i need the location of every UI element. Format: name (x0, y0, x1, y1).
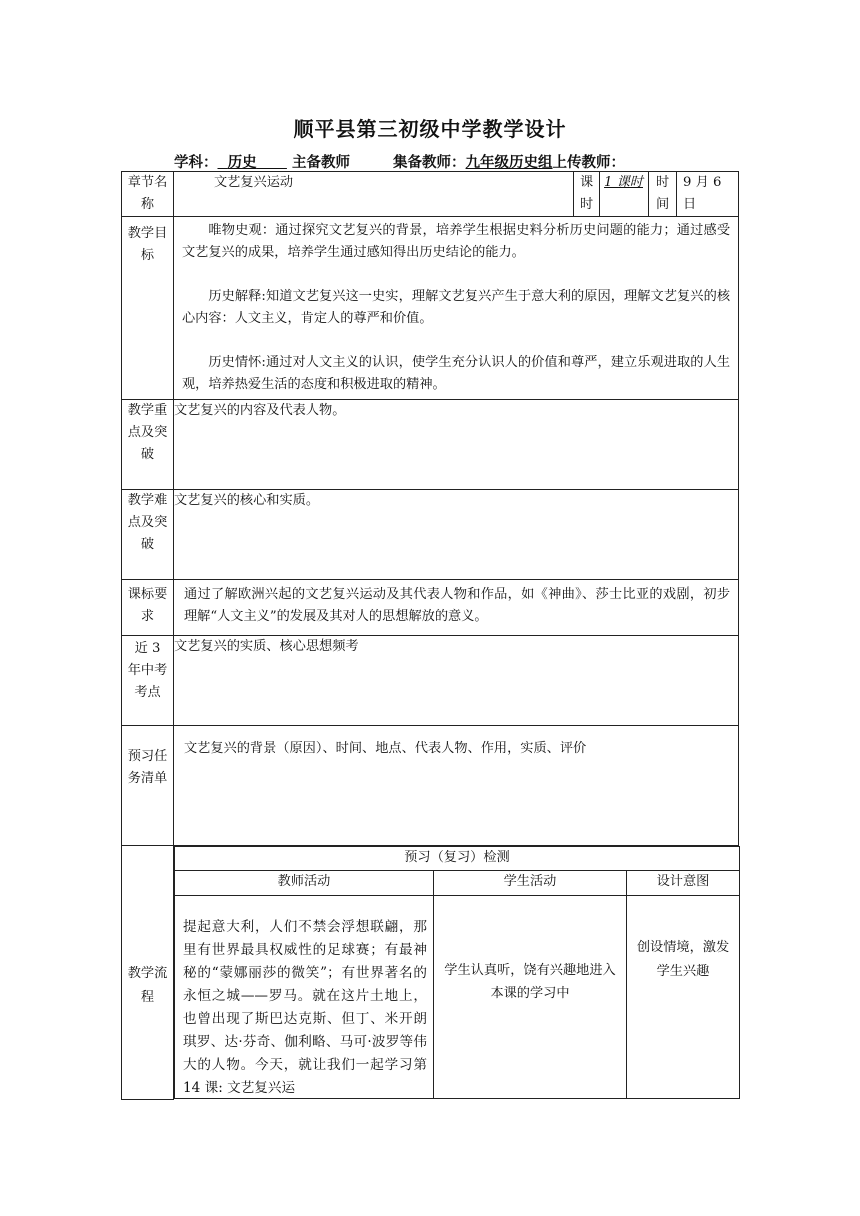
exam-label: 近 3 年中考考点 (122, 636, 174, 726)
lead-teacher-label: 主备教师 (291, 155, 350, 171)
focus-row (122, 400, 739, 490)
exam-row (122, 636, 739, 726)
upload-teacher-blank (625, 157, 665, 172)
process-row (122, 846, 739, 1100)
subject-value: 历史 (227, 155, 257, 171)
goal-paragraph-3: 历史情怀:通过对人文主义的认识，使学生充分认识人的价值和尊严，建立乐观进取的人生观，培养热爱生活的态度和积极进取的精神。 (182, 355, 731, 392)
teacher-activity-header: 教师活动 (175, 871, 434, 896)
goal-paragraph-1: 唯物史观：通过探究文艺复兴的背景，培养学生根据史料分析历史问题的能力；通过感受文艺复兴的成果，培养学生通过感知得出历史结论的能力。 (182, 223, 731, 260)
process-content (174, 846, 739, 1100)
standard-label: 课标要求 (122, 580, 174, 636)
period-label: 课时 (574, 172, 600, 217)
process-inner-table (174, 846, 740, 1099)
focus-label: 教学重点及突破 (122, 400, 174, 490)
difficulty-value: 文艺复兴的核心和实质。 (174, 490, 739, 580)
chapter-row (122, 172, 739, 217)
period-value: 1 课时 (600, 172, 649, 217)
goals-label: 教学目标 (122, 217, 174, 400)
lesson-plan-table (121, 171, 739, 1100)
exam-value: 文艺复兴的实质、核心思想频考 (174, 636, 739, 726)
preview-value: 文艺复兴的背景（原因）、时间、地点、代表人物、作用，实质、评价 (174, 726, 739, 846)
process-label: 教学流程 (122, 846, 174, 1100)
standard-value: 通过了解欧洲兴起的文艺复兴运动及其代表人物和作品，如《神曲》、莎士比亚的戏剧，初步理解“人文主义”的发展及其对人的思想解放的意义。 (174, 580, 739, 636)
process-section-title: 预习（复习）检测 (175, 847, 740, 871)
student-activity-text: 学生认真听，饶有兴趣地进入本课的学习中 (434, 896, 627, 1099)
design-intent-text: 创设情境，激发学生兴趣 (627, 896, 740, 1099)
group-value: 九年级历史组 (465, 155, 553, 171)
goals-row (122, 217, 739, 400)
preview-label: 预习任务清单 (122, 726, 174, 846)
chapter-label: 章节名称 (122, 172, 174, 217)
student-activity-header: 学生活动 (434, 871, 627, 896)
time-label: 时间 (649, 172, 677, 217)
goals-content (174, 217, 739, 400)
difficulty-label: 教学难点及突破 (122, 490, 174, 580)
standard-row (122, 580, 739, 636)
group-label: 集备教师： (393, 155, 466, 171)
page-title: 顺平县第三初级中学教学设计 (293, 117, 567, 141)
subject-label: 学科： (174, 155, 218, 171)
upload-label: 上传教师： (552, 155, 626, 171)
lead-teacher-blank (350, 157, 388, 172)
goal-paragraph-2: 历史解释:知道文艺复兴这一史实，理解文艺复兴产生于意大利的原因，理解文艺复兴的核心内容：人文主义，肯定人的尊严和价值。 (182, 289, 731, 326)
design-intent-header: 设计意图 (627, 871, 740, 896)
chapter-value: 文艺复兴运动 (174, 172, 574, 217)
preview-row (122, 726, 739, 846)
header-info-line (174, 151, 744, 172)
focus-value: 文艺复兴的内容及代表人物。 (174, 400, 739, 490)
teacher-activity-text: 提起意大利，人们不禁会浮想联翩，那里有世界最具权威性的足球赛；有最神秘的“蒙娜丽莎的微笑”；有世界著名的永恒之城——罗马。就在这片土地上，也曾出现了斯巴达克斯、但丁、米开朗琪罗、达·芬奇、伽利略、马可·波罗等伟大的人物。今天，就让我们一起学习第 14 课: 文艺复兴运 (175, 896, 434, 1099)
time-value: 9 月 6 日 (677, 172, 739, 217)
difficulty-row (122, 490, 739, 580)
